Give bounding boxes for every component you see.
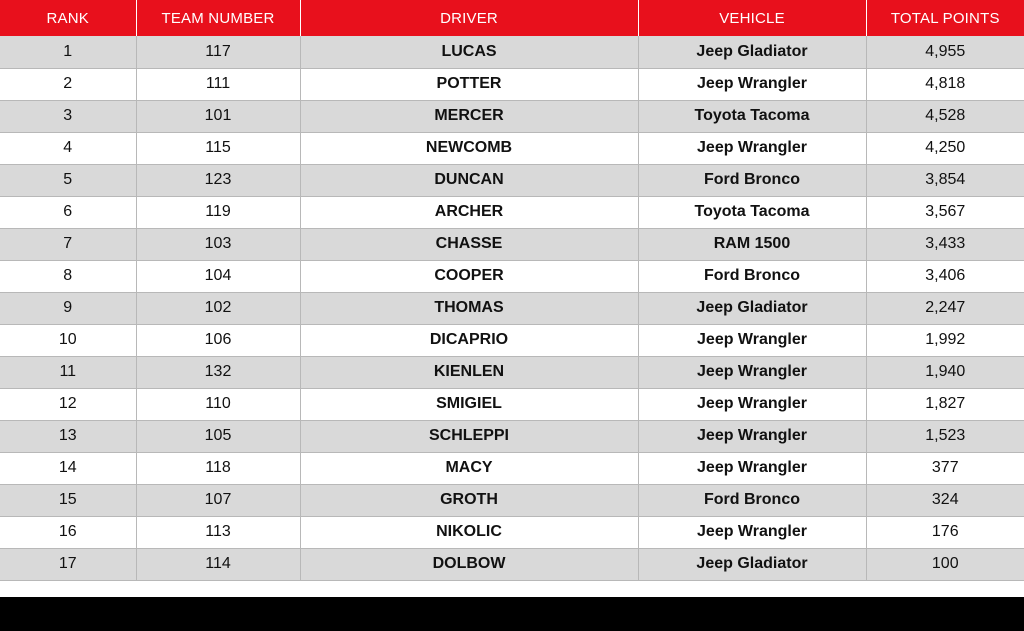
table-row [0, 196, 1024, 228]
cell-rank: 8 [0, 260, 136, 292]
table-row [0, 68, 1024, 100]
table-row [0, 324, 1024, 356]
cell-total-points: 3,433 [866, 228, 1024, 260]
table-row [0, 260, 1024, 292]
cell-total-points: 1,992 [866, 324, 1024, 356]
cell-team-number: 113 [136, 516, 300, 548]
table-row [0, 356, 1024, 388]
cell-team-number: 101 [136, 100, 300, 132]
cell-driver: DOLBOW [300, 548, 638, 580]
cell-total-points: 2,247 [866, 292, 1024, 324]
cell-total-points: 3,406 [866, 260, 1024, 292]
table-row [0, 484, 1024, 516]
cell-team-number: 132 [136, 356, 300, 388]
cell-total-points: 4,528 [866, 100, 1024, 132]
cell-rank: 10 [0, 324, 136, 356]
cell-driver: MERCER [300, 100, 638, 132]
cell-vehicle: Jeep Wrangler [638, 452, 866, 484]
cell-vehicle: Jeep Wrangler [638, 516, 866, 548]
cell-vehicle: Ford Bronco [638, 484, 866, 516]
cell-driver: COOPER [300, 260, 638, 292]
cell-driver: NIKOLIC [300, 516, 638, 548]
cell-total-points: 4,250 [866, 132, 1024, 164]
cell-rank: 7 [0, 228, 136, 260]
header-vehicle: VEHICLE [638, 0, 866, 36]
cell-vehicle: Ford Bronco [638, 260, 866, 292]
cell-rank: 9 [0, 292, 136, 324]
table-row [0, 100, 1024, 132]
cell-team-number: 119 [136, 196, 300, 228]
cell-vehicle: Toyota Tacoma [638, 100, 866, 132]
table-row [0, 420, 1024, 452]
cell-total-points: 100 [866, 548, 1024, 580]
header-rank: RANK [0, 0, 136, 36]
cell-team-number: 107 [136, 484, 300, 516]
cell-driver: LUCAS [300, 36, 638, 68]
cell-rank: 17 [0, 548, 136, 580]
cell-team-number: 115 [136, 132, 300, 164]
cell-total-points: 377 [866, 452, 1024, 484]
cell-team-number: 117 [136, 36, 300, 68]
cell-rank: 12 [0, 388, 136, 420]
header-driver: DRIVER [300, 0, 638, 36]
header-row [0, 0, 1024, 36]
header-total-points: TOTAL POINTS [866, 0, 1024, 36]
cell-total-points: 4,818 [866, 68, 1024, 100]
cell-driver: DICAPRIO [300, 324, 638, 356]
cell-vehicle: Jeep Wrangler [638, 420, 866, 452]
cell-vehicle: Jeep Wrangler [638, 356, 866, 388]
cell-driver: ARCHER [300, 196, 638, 228]
table-row [0, 132, 1024, 164]
table-row [0, 388, 1024, 420]
table-row [0, 292, 1024, 324]
footer-bar [0, 597, 1024, 631]
cell-team-number: 106 [136, 324, 300, 356]
cell-driver: KIENLEN [300, 356, 638, 388]
cell-total-points: 1,523 [866, 420, 1024, 452]
table-row [0, 452, 1024, 484]
cell-vehicle: RAM 1500 [638, 228, 866, 260]
cell-total-points: 1,827 [866, 388, 1024, 420]
cell-rank: 13 [0, 420, 136, 452]
cell-driver: MACY [300, 452, 638, 484]
cell-driver: NEWCOMB [300, 132, 638, 164]
header-team-number: TEAM NUMBER [136, 0, 300, 36]
cell-team-number: 105 [136, 420, 300, 452]
cell-vehicle: Jeep Gladiator [638, 548, 866, 580]
cell-team-number: 104 [136, 260, 300, 292]
table-header [0, 0, 1024, 36]
cell-total-points: 324 [866, 484, 1024, 516]
cell-vehicle: Toyota Tacoma [638, 196, 866, 228]
cell-driver: POTTER [300, 68, 638, 100]
cell-total-points: 4,955 [866, 36, 1024, 68]
cell-driver: DUNCAN [300, 164, 638, 196]
cell-total-points: 176 [866, 516, 1024, 548]
cell-driver: SCHLEPPI [300, 420, 638, 452]
cell-vehicle: Ford Bronco [638, 164, 866, 196]
cell-driver: CHASSE [300, 228, 638, 260]
table-row [0, 516, 1024, 548]
cell-rank: 6 [0, 196, 136, 228]
table-row [0, 548, 1024, 580]
cell-rank: 16 [0, 516, 136, 548]
cell-driver: THOMAS [300, 292, 638, 324]
cell-rank: 11 [0, 356, 136, 388]
cell-team-number: 118 [136, 452, 300, 484]
cell-vehicle: Jeep Wrangler [638, 324, 866, 356]
cell-vehicle: Jeep Gladiator [638, 36, 866, 68]
cell-vehicle: Jeep Wrangler [638, 68, 866, 100]
table-row [0, 36, 1024, 68]
cell-vehicle: Jeep Wrangler [638, 388, 866, 420]
cell-vehicle: Jeep Gladiator [638, 292, 866, 324]
cell-vehicle: Jeep Wrangler [638, 132, 866, 164]
cell-rank: 4 [0, 132, 136, 164]
cell-total-points: 1,940 [866, 356, 1024, 388]
cell-team-number: 114 [136, 548, 300, 580]
cell-rank: 5 [0, 164, 136, 196]
table-row [0, 228, 1024, 260]
cell-team-number: 103 [136, 228, 300, 260]
cell-rank: 3 [0, 100, 136, 132]
table-body [0, 36, 1024, 580]
cell-rank: 14 [0, 452, 136, 484]
cell-total-points: 3,567 [866, 196, 1024, 228]
cell-rank: 15 [0, 484, 136, 516]
cell-team-number: 123 [136, 164, 300, 196]
cell-total-points: 3,854 [866, 164, 1024, 196]
cell-team-number: 102 [136, 292, 300, 324]
cell-team-number: 111 [136, 68, 300, 100]
cell-driver: SMIGIEL [300, 388, 638, 420]
cell-rank: 1 [0, 36, 136, 68]
table-row [0, 164, 1024, 196]
cell-driver: GROTH [300, 484, 638, 516]
cell-team-number: 110 [136, 388, 300, 420]
cell-rank: 2 [0, 68, 136, 100]
